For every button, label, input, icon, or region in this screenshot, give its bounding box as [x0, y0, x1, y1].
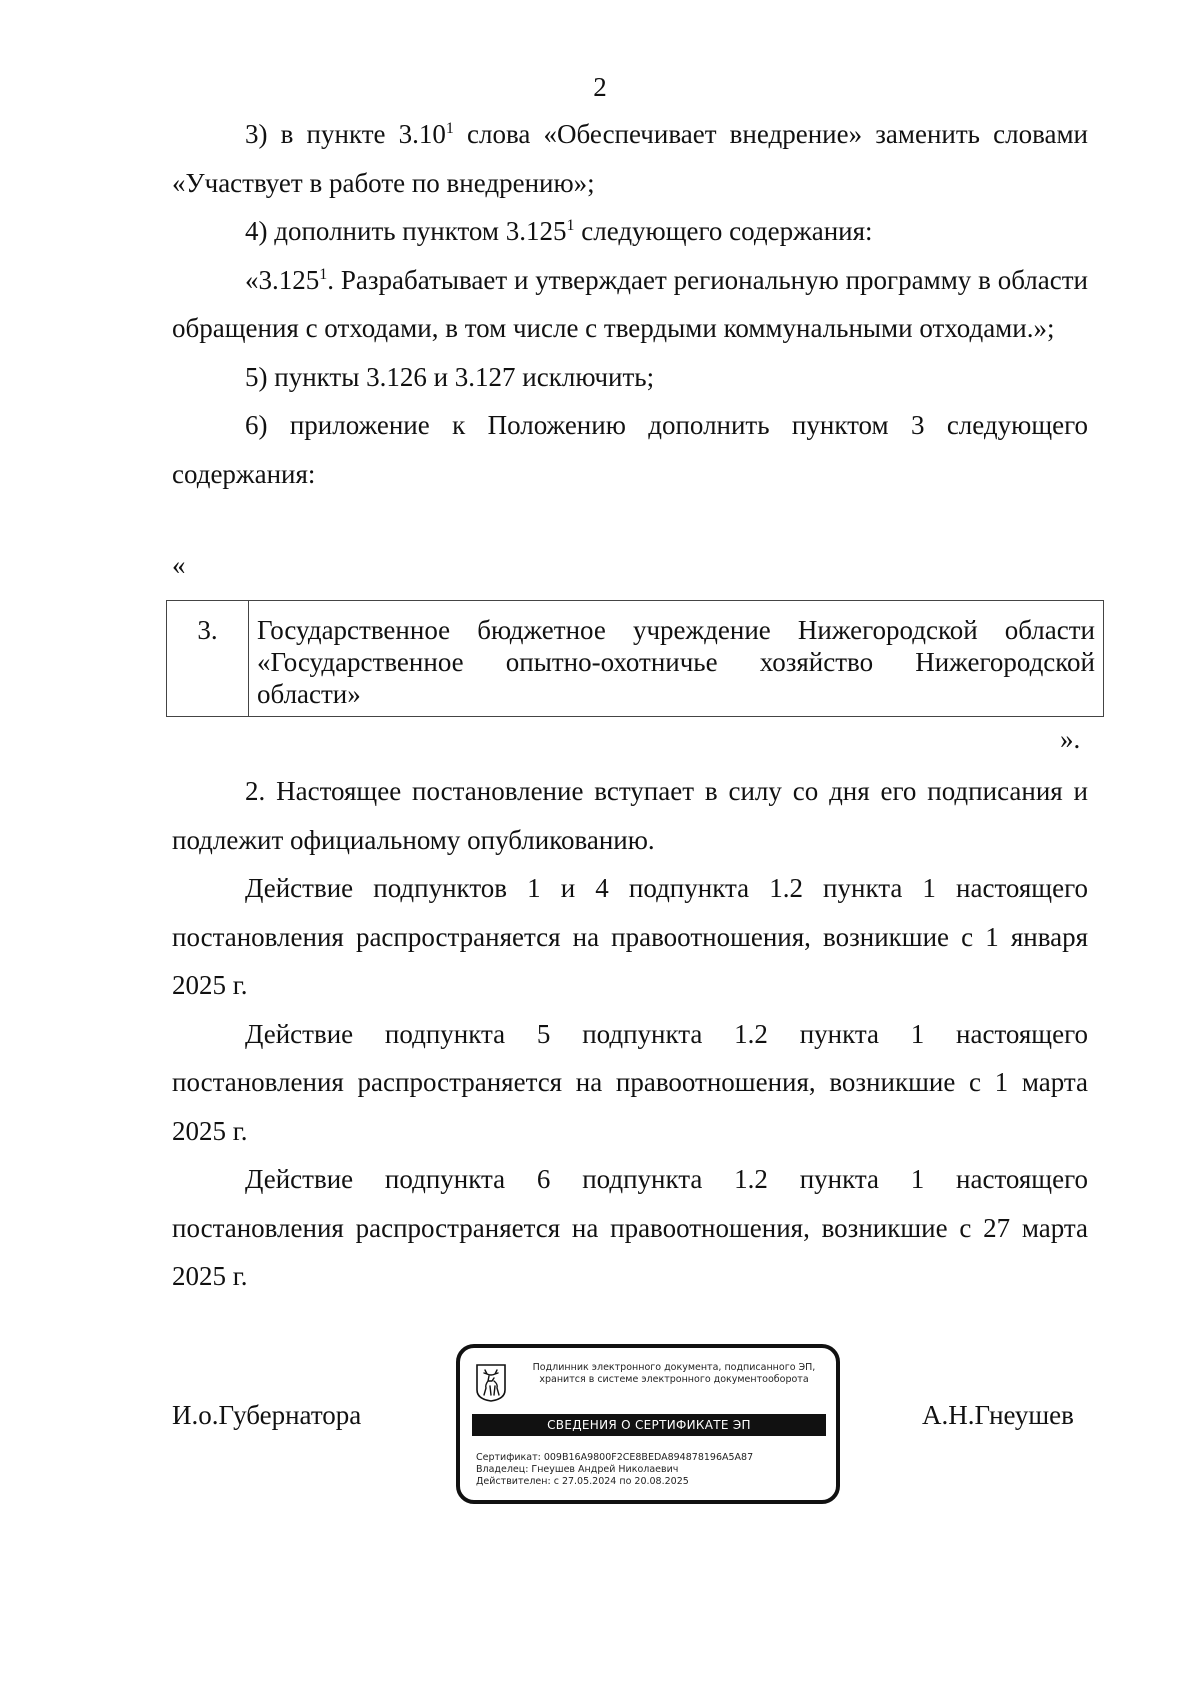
- amendment-item-4: 4) дополнить пунктом 3.125$^1$ следующего содержания:: [245, 216, 873, 246]
- table-row: [167, 601, 1104, 717]
- closing-quote: ».: [1060, 724, 1081, 754]
- certificate-validity: Действителен: с 27.05.2024 по 20.08.2025: [476, 1476, 689, 1487]
- paragraph-effect-3: Действие подпункта 6 подпункта 1.2 пункта 1 настоящего постановления распространяется на правоотношения, возникшие с 27 марта 2025 г.: [172, 1164, 1088, 1291]
- certificate-info: [476, 1452, 753, 1488]
- final-provisions: [172, 767, 1088, 1301]
- amendment-item-5: 5) пункты 3.126 и 3.127 исключить;: [245, 361, 655, 392]
- row-number: 3.: [167, 601, 249, 717]
- amendment-item-4-quote: «3.125$^1$. Разрабатывает и утверждает региональную программу в области обращения с отходами, в том числе с твердыми коммунальными отходами.»;: [172, 264, 1088, 343]
- electronic-signature-stamp: [456, 1344, 840, 1504]
- stamp-header: Подлинник электронного документа, подписанного ЭП, хранится в системе электронного документооборота: [532, 1362, 816, 1385]
- opening-quote: «: [172, 550, 186, 580]
- paragraph-effect-1: Действие подпунктов 1 и 4 подпункта 1.2 пункта 1 настоящего постановления распространяется на правоотношения, возникшие с 1 января 2025 г.: [172, 873, 1088, 1000]
- amendment-item-6: 6) приложение к Положению дополнить пунктом 3 следующего содержания:: [172, 410, 1088, 489]
- amendment-item-3: 3) в пункте 3.10$^1$ слова «Обеспечивает внедрение» заменить словами «Участвует в работе по внедрению»;: [172, 119, 1088, 198]
- certificate-number: Сертификат: 009B16A9800F2CE8BEDA894878196A5A87: [476, 1452, 754, 1463]
- paragraph-effect-2: Действие подпункта 5 подпункта 1.2 пункта 1 настоящего постановления распространяется на правоотношения, возникшие с 1 марта 2025 г.: [172, 1018, 1088, 1146]
- institutions-table: [166, 600, 1104, 717]
- amendments-block: [172, 110, 1088, 498]
- page-number: 2: [593, 72, 607, 102]
- stamp-title: СВЕДЕНИЯ О СЕРТИФИКАТЕ ЭП: [472, 1414, 826, 1436]
- signatory-title: И.о.Губернатора: [172, 1400, 362, 1430]
- paragraph-entry-into-force: 2. Настоящее постановление вступает в силу со дня его подписания и подлежит официальному опубликованию.: [172, 776, 1088, 855]
- institution-name: Государственное бюджетное учреждение Нижегородской области «Государственное опытно-охотничье хозяйство Нижегородской области»: [249, 601, 1104, 717]
- certificate-owner: Владелец: Гнеушев Андрей Николаевич: [476, 1464, 679, 1475]
- signatory-name: А.Н.Гнеушев: [922, 1400, 1074, 1430]
- deer-emblem-icon: [476, 1364, 506, 1402]
